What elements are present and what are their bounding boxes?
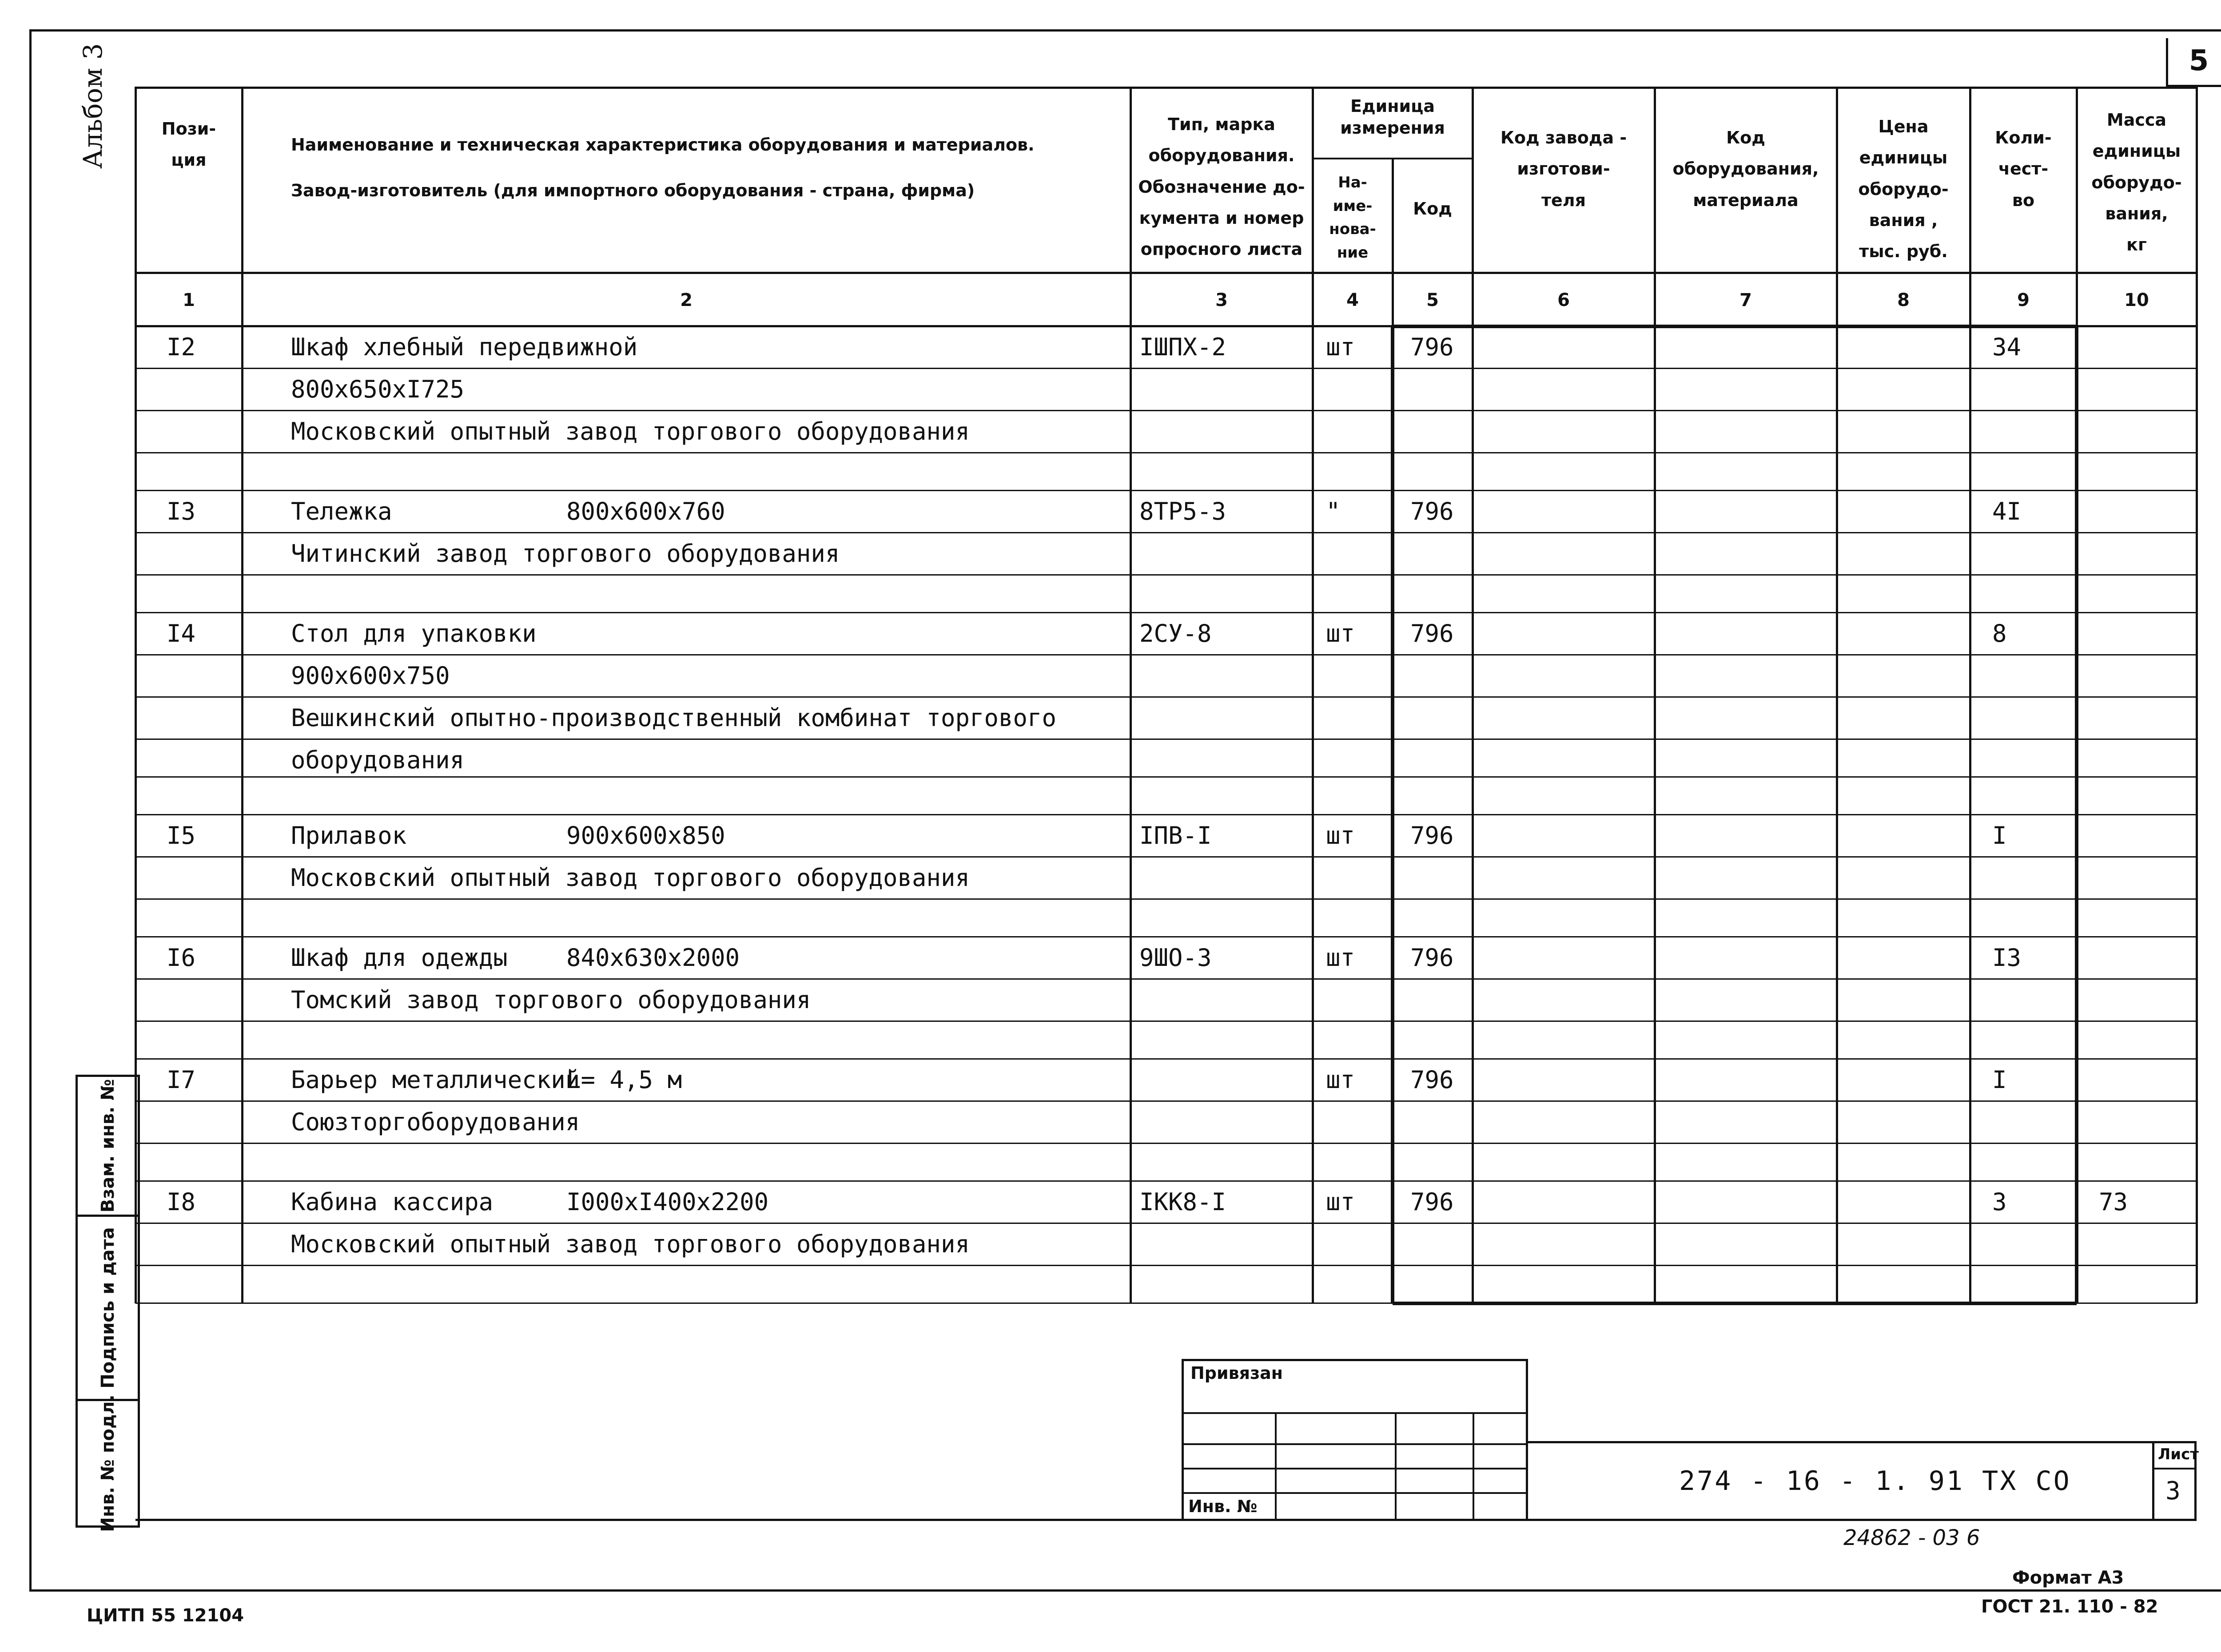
cell-unit-code: 796 xyxy=(1410,620,1454,647)
header-type: Тип, марка оборудования. Обозначение до- кумента и номер опросного листа xyxy=(1138,115,1305,259)
table-line xyxy=(1836,87,1838,1303)
table-line xyxy=(1393,325,2077,328)
table-line xyxy=(1312,87,1314,1303)
cell-position: I3 xyxy=(167,497,196,525)
cell-position: I5 xyxy=(167,822,196,850)
cell-position: I6 xyxy=(167,944,196,972)
cell-name: Союзторгоборудования xyxy=(291,1108,580,1136)
table-line xyxy=(135,490,2197,491)
table-line xyxy=(135,1021,2197,1022)
column-number: 6 xyxy=(1557,290,1570,310)
album-label: Альбом 3 xyxy=(78,43,108,169)
cell-mass: 73 xyxy=(2099,1188,2128,1216)
table-line xyxy=(1654,87,1656,1303)
cell-name: 900x600x750 xyxy=(291,662,450,690)
table-line xyxy=(135,898,2197,900)
cell-quantity: 34 xyxy=(1992,333,2022,361)
cell-quantity: I xyxy=(1992,822,2007,850)
cell-dimensions: 840x630x2000 xyxy=(566,944,740,972)
cell-name: Барьер металлический xyxy=(291,1066,580,1094)
cell-type: 8ТР5-3 xyxy=(1139,497,1226,525)
tb-line xyxy=(1182,1412,1528,1414)
table-line xyxy=(135,814,2197,815)
column-number: 8 xyxy=(1897,290,1910,310)
cell-dimensions: I000xI400x2200 xyxy=(566,1188,769,1216)
table-line xyxy=(135,410,2197,411)
table-line xyxy=(135,532,2197,533)
cell-name: 800x650xI725 xyxy=(291,375,465,403)
table-line xyxy=(135,978,2197,980)
cell-type: 9ШО-3 xyxy=(1139,944,1212,972)
cell-unit-code: 796 xyxy=(1410,1188,1454,1216)
column-number: 3 xyxy=(1215,290,1228,310)
column-number: 4 xyxy=(1346,290,1359,310)
header-unit-code: Код xyxy=(1413,199,1452,218)
header-name: Наименование и техническая характеристика оборудования и материалов. Завод-изготовитель (для импортного оборудования - страна, фирма) xyxy=(291,135,1035,200)
table-line xyxy=(135,776,2197,778)
tb-line xyxy=(1182,1443,1528,1445)
table-line xyxy=(135,1180,2197,1182)
table-line xyxy=(135,87,2197,89)
cell-name: Московский опытный завод торгового оборудования xyxy=(291,1230,970,1258)
list-label: Лист xyxy=(2158,1446,2199,1463)
cell-unit: шт xyxy=(1326,822,1355,850)
tb-line xyxy=(1528,1441,2197,1443)
table-line xyxy=(135,654,2197,655)
table-line xyxy=(135,1143,2197,1144)
cell-type: IПВ-I xyxy=(1139,822,1212,850)
header-price: Цена единицы оборудо- вания , тыс. руб. xyxy=(1858,117,1949,262)
bottom-line xyxy=(135,1519,2197,1521)
format-label: Формат А3 xyxy=(2012,1568,2124,1588)
cell-dimensions: L= 4,5 м xyxy=(566,1066,682,1094)
tsitp-label: ЦИТП 55 12104 xyxy=(87,1605,244,1626)
cell-name: Шкаф для одежды xyxy=(291,944,508,972)
gost-label: ГОСТ 21. 110 - 82 xyxy=(1981,1596,2158,1617)
table-line xyxy=(2196,87,2198,1303)
table-line xyxy=(135,1100,2197,1102)
table-line xyxy=(1969,87,1971,1303)
cell-name: Прилавок xyxy=(291,822,407,850)
table-line xyxy=(2075,326,2078,1303)
column-number: 2 xyxy=(680,290,693,310)
cell-unit: шт xyxy=(1326,1188,1355,1216)
tb-line xyxy=(1473,1412,1474,1521)
cell-unit: шт xyxy=(1326,333,1355,361)
cell-type: 2СУ-8 xyxy=(1139,620,1212,647)
cell-name: Кабина кассира xyxy=(291,1188,494,1216)
privyazan-label: Привязан xyxy=(1190,1363,1283,1383)
table-line xyxy=(135,452,2197,453)
table-line xyxy=(135,368,2197,369)
tb-line xyxy=(1182,1492,1528,1494)
column-number: 5 xyxy=(1426,290,1439,310)
header-unit-group: Единица измерения xyxy=(1340,96,1445,138)
cell-quantity: I3 xyxy=(1992,944,2022,972)
cell-name: Московский опытный завод торгового оборудования xyxy=(291,864,970,892)
cell-name: Томский завод торгового оборудования xyxy=(291,986,811,1014)
cell-dimensions: 900x600x850 xyxy=(566,822,725,850)
cell-dimensions: 800x600x760 xyxy=(566,497,725,525)
header-quantity: Коли- чест- во xyxy=(1995,128,2052,210)
cell-unit-code: 796 xyxy=(1410,333,1454,361)
cell-position: I7 xyxy=(167,1066,196,1094)
header-unit-name: На- име- нова- ние xyxy=(1329,174,1376,262)
cell-unit-code: 796 xyxy=(1410,1066,1454,1094)
cell-unit: шт xyxy=(1326,620,1355,647)
header-plant-code: Код завода - изготови- теля xyxy=(1500,128,1627,210)
table-line xyxy=(135,612,2197,613)
cell-name: Московский опытный завод торгового оборудования xyxy=(291,417,970,445)
cell-name: Стол для упаковки xyxy=(291,620,537,647)
cell-name: Читинский завод торгового оборудования xyxy=(291,540,840,568)
table-line xyxy=(135,1223,2197,1224)
header-position: Пози- ция xyxy=(161,119,216,170)
cell-unit: " xyxy=(1326,497,1341,525)
table-line xyxy=(241,87,243,1303)
table-line xyxy=(135,1265,2197,1266)
cell-type: IШПХ-2 xyxy=(1139,333,1226,361)
column-number: 1 xyxy=(183,290,195,310)
table-line xyxy=(135,739,2197,740)
table-line xyxy=(1130,87,1132,1303)
table-line xyxy=(1393,1302,2077,1305)
inv-no-label: Инв. № xyxy=(1188,1497,1258,1516)
equipment-table xyxy=(135,87,2197,1343)
tb-line xyxy=(2152,1468,2197,1469)
cell-unit: шт xyxy=(1326,1066,1355,1094)
column-number: 9 xyxy=(2017,290,2030,310)
cell-name: оборудования xyxy=(291,746,465,774)
cell-quantity: 4I xyxy=(1992,497,2022,525)
table-line xyxy=(135,87,137,1303)
cell-position: I4 xyxy=(167,620,196,647)
cell-type: IКК8-I xyxy=(1139,1188,1226,1216)
cell-unit-code: 796 xyxy=(1410,944,1454,972)
table-line xyxy=(135,272,2197,274)
table-line xyxy=(135,574,2197,576)
cell-name: Шкаф хлебный передвижной xyxy=(291,333,638,361)
cell-unit-code: 796 xyxy=(1410,497,1454,525)
column-number: 10 xyxy=(2124,290,2149,310)
cell-quantity: 8 xyxy=(1992,620,2007,647)
table-line xyxy=(1472,87,1474,1303)
cell-name: Вешкинский опытно-производственный комбинат торгового xyxy=(291,704,1057,732)
tb-line xyxy=(1395,1412,1397,1521)
list-value: 3 xyxy=(2165,1477,2181,1505)
cell-quantity: 3 xyxy=(1992,1188,2007,1216)
table-line xyxy=(135,856,2197,858)
stamp-inv-podl: Инв. № подл. xyxy=(76,1399,140,1528)
table-line xyxy=(135,696,2197,698)
stamp-vzam-inv: Взам. инв. № xyxy=(76,1075,140,1217)
stamp-podpis-data: Подпись и дата xyxy=(76,1215,140,1401)
cell-quantity: I xyxy=(1992,1066,2007,1094)
cell-unit-code: 796 xyxy=(1410,822,1454,850)
tb-line xyxy=(1182,1468,1528,1469)
header-mass: Масса единицы оборудо- вания, кг xyxy=(2091,110,2182,255)
table-line xyxy=(135,1058,2197,1060)
cell-name: Тележка xyxy=(291,497,392,525)
tb-line xyxy=(1275,1412,1277,1521)
table-line xyxy=(1391,326,1394,1303)
handwritten-number: 24862 - 03 6 xyxy=(1843,1525,1980,1550)
table-line xyxy=(135,936,2197,937)
column-number: 7 xyxy=(1739,290,1752,310)
cell-position: I2 xyxy=(167,333,196,361)
header-equipment-code: Код оборудования, материала xyxy=(1672,128,1819,210)
page-number: 5 xyxy=(2189,44,2209,77)
cell-position: I8 xyxy=(167,1188,196,1216)
document-designation: 274 - 16 - 1. 91 ТХ СО xyxy=(1679,1465,2071,1497)
cell-unit: шт xyxy=(1326,944,1355,972)
